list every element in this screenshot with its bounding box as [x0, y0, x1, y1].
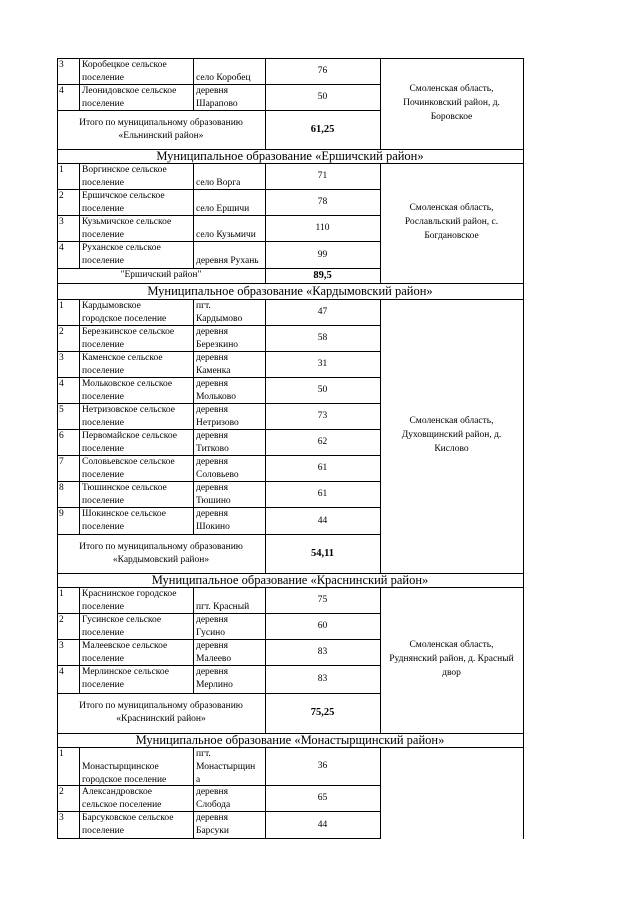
admin-center: деревня	[196, 379, 228, 389]
distance-value: 47	[317, 307, 328, 317]
column-rule	[193, 58, 194, 111]
row-number: 1	[59, 165, 64, 175]
admin-center: деревня	[196, 431, 228, 441]
row-number: 3	[59, 641, 64, 651]
admin-center: село Ершичи	[196, 204, 250, 214]
settlement-name: поселение	[82, 470, 124, 480]
distance-value: 44	[317, 819, 328, 830]
admin-center: пгт.	[196, 749, 211, 759]
admin-center: деревня	[196, 787, 228, 797]
table-border-right	[523, 58, 524, 839]
total-row-rule	[57, 534, 381, 535]
row-number: 1	[59, 589, 64, 599]
settlement-name: поселение	[82, 654, 124, 664]
distance-value: 61	[317, 489, 328, 499]
address-line: Руднянский район, д. Красный	[389, 654, 514, 664]
admin-center: Каменка	[196, 366, 231, 376]
total-value: 75,25	[310, 707, 335, 718]
row-number: 2	[59, 191, 64, 201]
settlement-name: Леонидовское сельское	[82, 86, 177, 96]
admin-center: пгт. Красный	[196, 602, 250, 612]
distance-value: 61	[317, 463, 328, 473]
section-title-rule	[57, 747, 524, 748]
settlement-name: Барсуковское сельское	[82, 813, 174, 823]
distance-value: 31	[317, 359, 328, 369]
address-line: Смоленская область,	[409, 203, 494, 213]
address-line: Богдановское	[424, 231, 479, 241]
admin-center: деревня	[196, 641, 228, 651]
column-rule	[79, 747, 80, 839]
settlement-name: Александровское	[82, 787, 153, 797]
row-number: 1	[59, 749, 64, 759]
row-number: 2	[59, 327, 64, 337]
row-number: 4	[59, 379, 64, 389]
section-title: Муниципальное образование «Ершичский район»	[156, 149, 424, 163]
settlement-name: поселение	[82, 256, 124, 266]
row-number: 3	[59, 217, 64, 227]
settlement-name: Кузьмичское сельское	[82, 217, 172, 227]
distance-value: 58	[317, 333, 328, 343]
column-rule	[265, 163, 266, 284]
total-value: 54,11	[310, 547, 335, 559]
admin-center: деревня	[196, 327, 228, 337]
settlement-name: Ершичское сельское	[82, 191, 165, 201]
settlement-name: Монастырщинское	[82, 762, 159, 772]
column-rule	[79, 163, 80, 269]
admin-center: Соловьево	[196, 470, 239, 480]
settlement-name: Мерлинское сельское	[82, 667, 169, 677]
admin-center: Гусино	[196, 628, 226, 638]
admin-center: Мерлино	[196, 680, 233, 690]
settlement-name: Нетризовское сельское	[82, 405, 175, 415]
settlement-name: поселение	[82, 826, 124, 836]
total-label: «Кардымовский район»	[112, 554, 210, 565]
settlement-name: Шокинское сельское	[82, 509, 166, 519]
distance-value: 78	[317, 197, 328, 207]
admin-center: Монастырщин	[196, 762, 256, 772]
distance-value: 65	[317, 793, 328, 803]
address-line: Починковский район, д.	[403, 97, 500, 108]
total-label: «Ельнинский район»	[118, 130, 204, 141]
total-label: Итого по муниципальному образованию	[79, 117, 243, 128]
distance-value: 62	[317, 437, 328, 447]
admin-center: Тюшино	[196, 496, 231, 506]
column-rule	[265, 58, 266, 150]
row-number: 3	[59, 60, 64, 70]
settlement-name: Краснинское городское	[82, 589, 177, 599]
admin-center: деревня	[196, 483, 228, 493]
row-number: 3	[59, 813, 64, 823]
column-rule	[79, 299, 80, 535]
row-number: 8	[59, 483, 64, 493]
distance-value: 83	[317, 647, 328, 657]
settlement-name: Первомайское сельское	[82, 431, 177, 441]
settlement-name: Каменское сельское	[82, 353, 163, 363]
distance-value: 50	[317, 385, 328, 395]
address-line: Смоленская область,	[409, 640, 494, 650]
section-title: Муниципальное образование «Кардымовский район»	[147, 284, 433, 298]
admin-center: Шокино	[196, 522, 230, 532]
distance-value: 83	[317, 674, 328, 684]
admin-center: деревня	[196, 86, 228, 96]
row-number: 6	[59, 431, 64, 441]
total-value: 89,5	[313, 269, 332, 281]
admin-center: деревня	[196, 615, 228, 625]
settlement-name: Кардымовское	[82, 301, 141, 311]
admin-center: деревня	[196, 667, 228, 677]
distance-value: 60	[317, 621, 328, 631]
admin-center: деревня	[196, 353, 228, 363]
settlement-name: Березкинское сельское	[82, 327, 175, 337]
row-number: 4	[59, 667, 64, 677]
settlement-name: поселение	[82, 444, 124, 454]
total-label: Итого по муниципальному образованию	[79, 701, 243, 711]
row-number: 9	[59, 509, 64, 519]
column-rule	[79, 587, 80, 694]
admin-center: Малеево	[196, 654, 232, 664]
distance-value: 76	[317, 66, 328, 76]
total-label: "Ершичский район"	[120, 270, 202, 280]
admin-center: деревня	[196, 457, 228, 467]
address-line: двор	[442, 668, 461, 678]
admin-center: Шарапово	[196, 99, 238, 109]
address-line: Смоленская область,	[409, 83, 494, 94]
row-number: 3	[59, 353, 64, 363]
settlement-name: поселение	[82, 73, 124, 83]
admin-center: а	[196, 775, 201, 785]
distance-value: 36	[317, 761, 328, 771]
settlement-name: поселение	[82, 602, 124, 612]
column-rule	[193, 747, 194, 839]
address-line: Духовщинский район, д.	[401, 430, 502, 440]
column-rule	[265, 747, 266, 839]
admin-center: Кардымово	[196, 314, 243, 324]
address-line: Кислово	[434, 444, 469, 454]
row-number: 1	[59, 301, 64, 311]
admin-center: деревня	[196, 813, 228, 823]
settlement-name: поселение	[82, 340, 124, 350]
admin-center: деревня	[196, 405, 228, 415]
settlement-name: Мольковское сельское	[82, 379, 173, 389]
row-number: 5	[59, 405, 64, 415]
distance-value: 71	[317, 171, 328, 181]
settlement-name: Соловьевское сельское	[82, 457, 175, 467]
row-number: 2	[59, 787, 64, 797]
admin-center: деревня	[196, 509, 228, 519]
settlement-name: поселение	[82, 178, 124, 188]
admin-center: деревня Рухань	[196, 256, 259, 266]
admin-center: село Коробец	[196, 73, 251, 83]
settlement-name: Тюшинское сельское	[82, 483, 167, 493]
column-rule	[265, 299, 266, 574]
settlement-name: поселение	[82, 522, 124, 532]
table-row-rule	[57, 838, 381, 839]
row-number: 4	[59, 86, 64, 96]
admin-center: Нетризово	[196, 418, 239, 428]
distance-value: 99	[317, 249, 328, 260]
distance-value: 110	[315, 223, 330, 233]
settlement-name: поселение	[82, 628, 124, 638]
settlement-name: поселение	[82, 366, 124, 376]
total-row-rule	[57, 110, 381, 111]
settlement-name: Воргинское сельское	[82, 165, 167, 175]
column-rule	[380, 747, 381, 839]
settlement-name: городское поселение	[82, 314, 167, 324]
total-value: 61,25	[310, 123, 335, 135]
section-title: Муниципальное образование «Монастырщинский район»	[135, 733, 445, 747]
row-number: 7	[59, 457, 64, 467]
settlement-name: поселение	[82, 392, 124, 402]
distance-value: 75	[317, 595, 328, 605]
row-number: 4	[59, 243, 64, 253]
column-rule	[265, 587, 266, 734]
settlement-name: Малеевское сельское	[82, 641, 168, 651]
total-row-rule	[57, 693, 381, 694]
admin-center: Слобода	[196, 800, 231, 810]
settlement-name: Руханское сельское	[82, 243, 161, 253]
settlement-name: поселение	[82, 418, 124, 428]
admin-center: село Кузьмичи	[196, 230, 256, 240]
distance-value: 73	[317, 411, 328, 421]
admin-center: Барсуки	[196, 826, 229, 836]
admin-center: Березкино	[196, 340, 239, 350]
column-rule	[193, 587, 194, 694]
column-rule	[193, 299, 194, 535]
settlement-name: поселение	[82, 496, 124, 506]
row-number: 2	[59, 615, 64, 625]
admin-center: пгт.	[196, 301, 211, 311]
column-rule	[79, 58, 80, 111]
total-label: Итого по муниципальному образованию	[79, 541, 243, 552]
settlement-name: поселение	[82, 204, 124, 214]
distance-value: 44	[317, 515, 328, 526]
settlement-name: поселение	[82, 230, 124, 240]
settlement-name: городское поселение	[82, 775, 167, 785]
total-label: «Краснинский район»	[116, 714, 206, 724]
settlement-name: Коробецкое сельское	[82, 60, 167, 70]
settlement-name: поселение	[82, 99, 124, 109]
settlement-name: поселение	[82, 680, 124, 690]
column-rule	[193, 163, 194, 269]
admin-center: село Ворга	[196, 178, 241, 188]
settlement-name: Гусинское сельское	[82, 615, 162, 625]
settlement-name: сельское поселение	[82, 800, 162, 810]
distance-value: 50	[317, 92, 328, 102]
address-line: Рославльский район, с.	[404, 217, 499, 227]
address-line: Боровское	[430, 111, 473, 122]
section-title: Муниципальное образование «Краснинский район»	[151, 573, 429, 587]
admin-center: Титково	[196, 444, 229, 454]
address-line: Смоленская область,	[409, 416, 494, 426]
admin-center: Мольково	[196, 392, 236, 402]
